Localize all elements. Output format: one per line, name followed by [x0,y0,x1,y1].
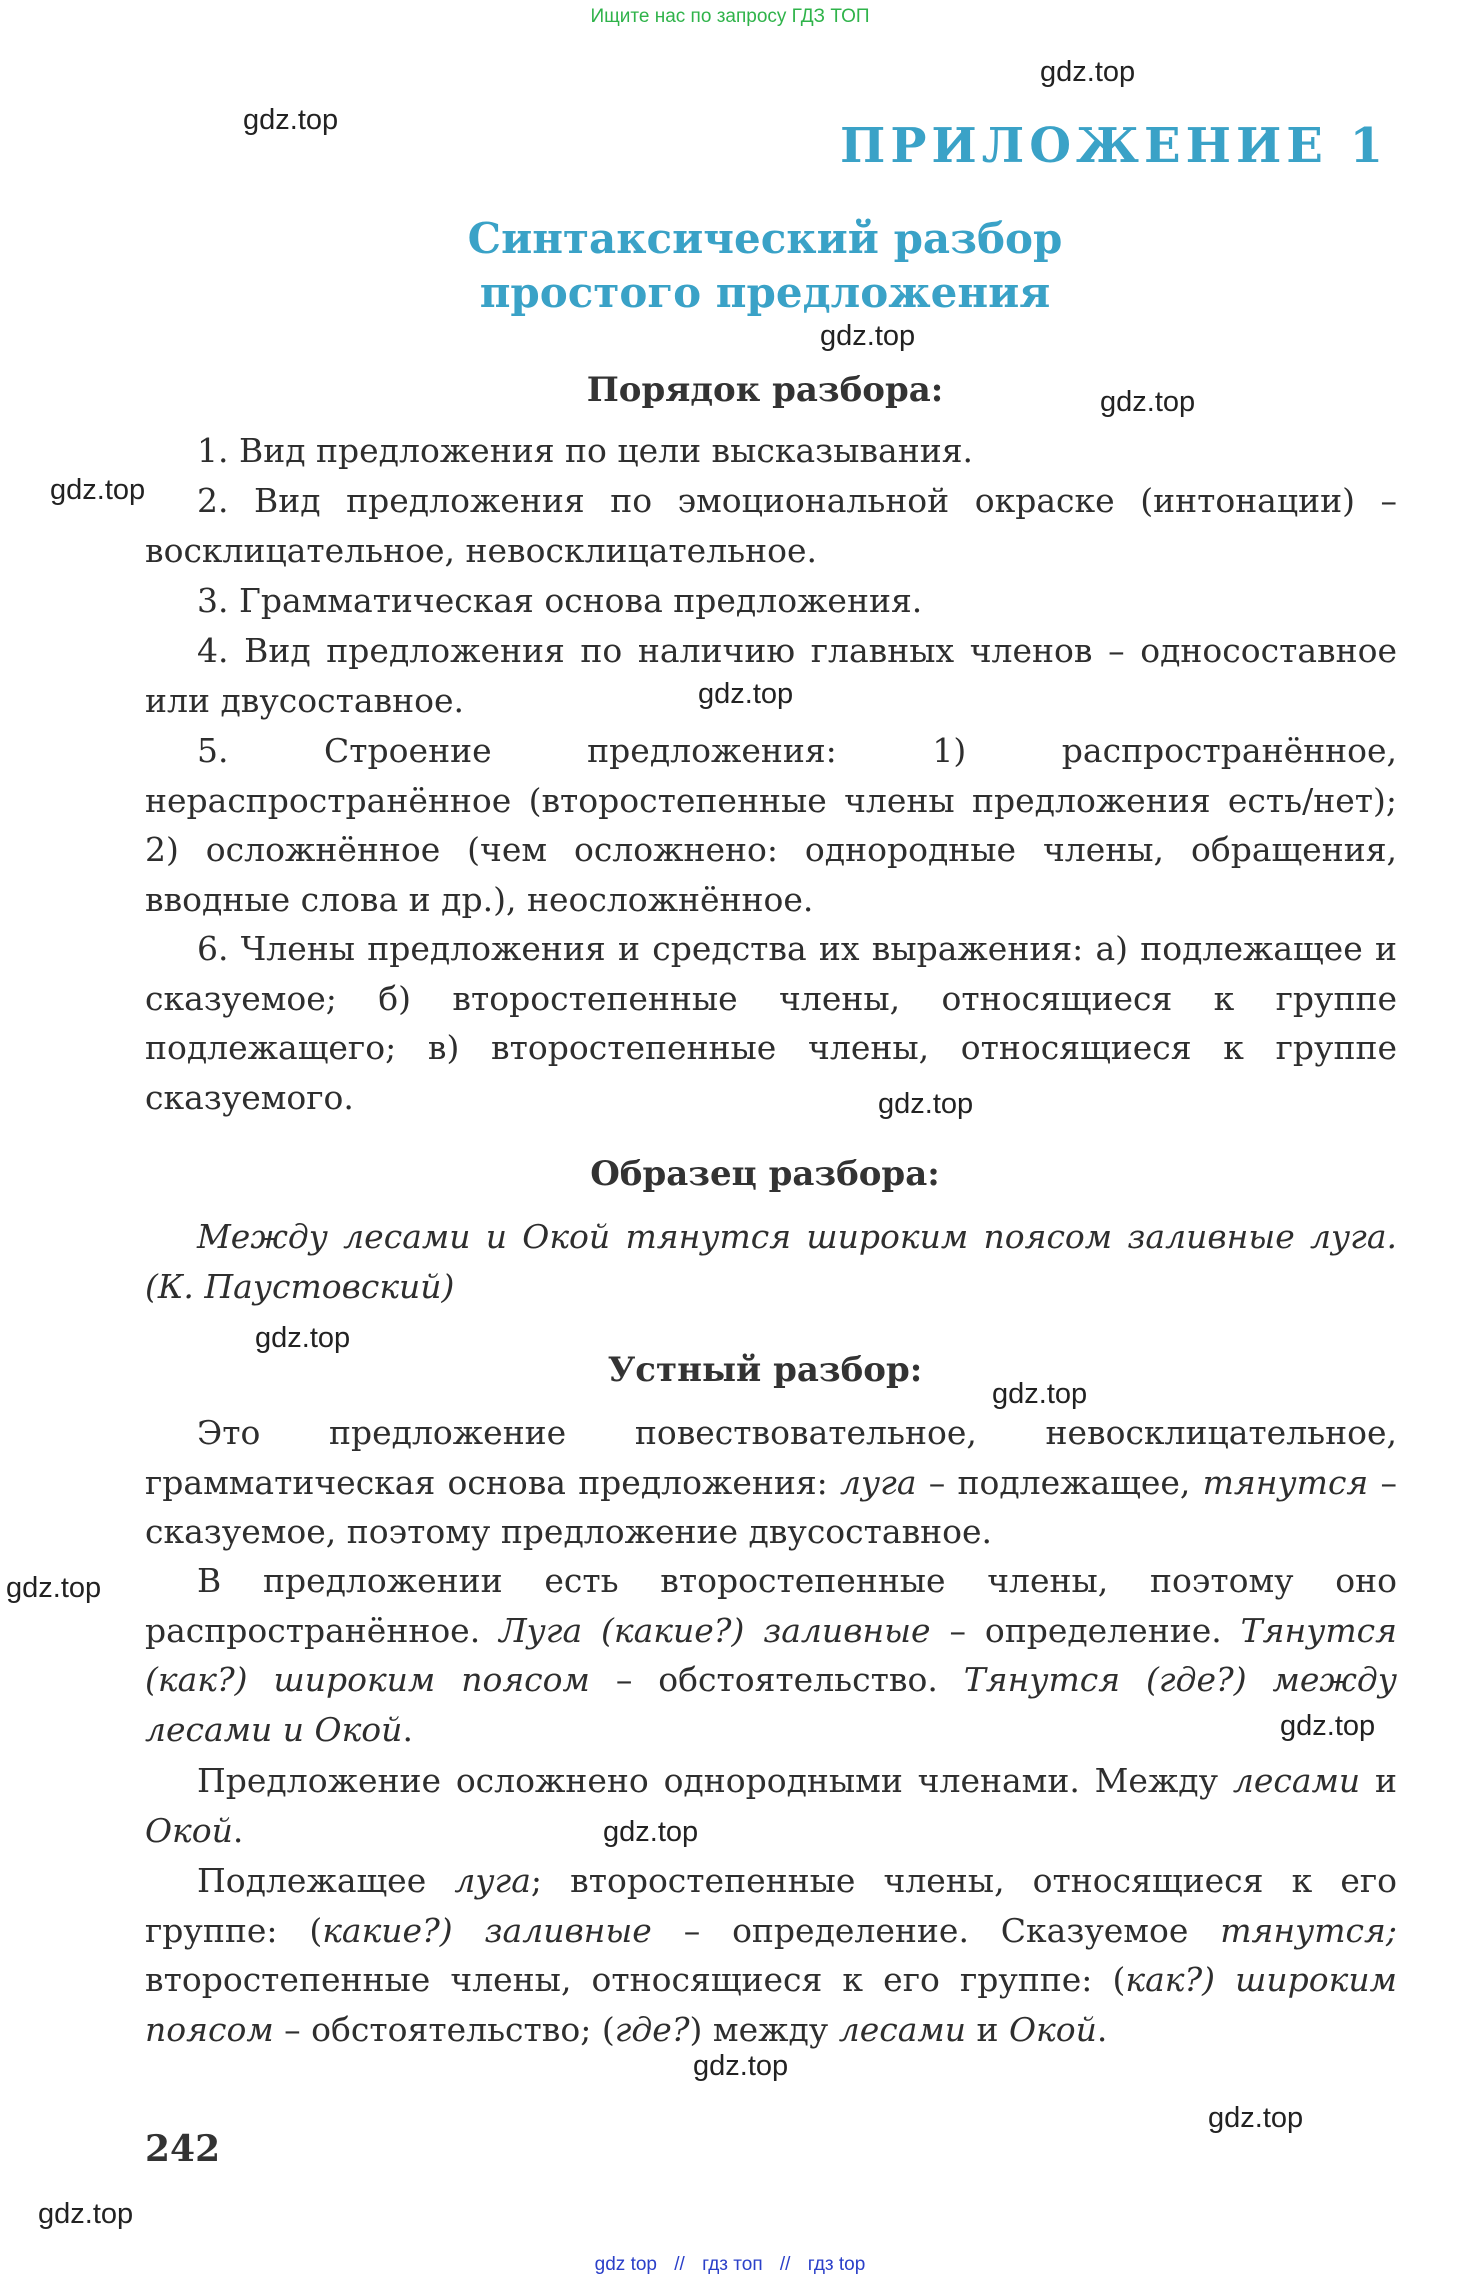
watermark: gdz.top [992,1378,1088,1410]
watermark: gdz.top [38,2198,134,2230]
watermark: gdz.top [820,320,916,352]
watermark: gdz.top [6,1572,102,1604]
order-heading: Порядок разбора: [586,370,944,410]
page-title [280,212,1250,320]
footer-links [0,2254,1460,2276]
footer-separator: // [674,2254,685,2275]
order-item-1: 1. Вид предложения по цели высказывания. [197,431,973,470]
top-banner-link[interactable]: Ищите нас по запросу ГДЗ ТОП [590,6,870,27]
oral-paragraph-1: Это предложение повествовательное, невосклицательное, грамматическая основа предложения: луга – подлежащее, тянутся – сказуемое, поэтому предложение двусоставное. [145,1413,1398,1551]
title-line-2: простого предложения [479,268,1051,317]
order-item-3: 3. Грамматическая основа предложения. [197,581,923,620]
oral-heading: Устный разбор: [607,1350,923,1390]
watermark: gdz.top [50,474,146,506]
footer-link-gdz-top-mixed[interactable]: гдз top [807,2254,866,2275]
watermark: gdz.top [1100,386,1196,418]
footer-separator: // [779,2254,791,2275]
watermark: gdz.top [1040,56,1136,88]
watermark: gdz.top [1280,1710,1376,1742]
order-item-6: 6. Члены предложения и средства их выражения: а) подлежащее и сказуемое; б) второстепенные члены, относящиеся к группе подлежащего; в) второстепенные члены, относящиеся к группе сказуемого. [145,929,1397,1117]
appendix-heading: ПРИЛОЖЕНИЕ 1 [840,118,1388,174]
watermark: gdz.top [255,1322,351,1354]
oral-paragraph-2: В предложении есть второстепенные члены, поэтому оно распространённое. Луга (какие?) заливные – определение. Тянутся (как?) широким поясом – обстоятельство. Тянутся (где?) между лесами и Окой. [145,1561,1397,1749]
sample-heading: Образец разбора: [590,1154,940,1194]
order-item-2: 2. Вид предложения по эмоциональной окраске (интонации) – восклицательное, невосклицательное. [145,481,1397,570]
footer-link-gdz-top[interactable]: gdz top [594,2254,657,2275]
watermark: gdz.top [878,1088,974,1120]
watermark: gdz.top [603,1816,699,1848]
page-number: 242 [145,2128,221,2170]
footer-link-gdz-top-ru[interactable]: гдз топ [702,2254,763,2275]
oral-paragraph-3: Предложение осложнено однородными членами. Между лесами и Окой. [145,1761,1398,1850]
oral-paragraph-4: Подлежащее луга; второстепенные члены, относящиеся к его группе: (какие?) заливные – определение. Сказуемое тянутся; второстепенные члены, относящиеся к его группе: (как?) широким поясом – обстоятельство; (где?) между лесами и Окой. [145,1861,1398,2049]
watermark: gdz.top [243,104,339,136]
watermark: gdz.top [693,2050,789,2082]
order-item-5: 5. Строение предложения: 1) распространённое, нераспространённое (второстепенные члены предложения есть/нет); 2) осложнённое (чем осложнено: однородные члены, обращения, вводные слова и др.), неосложнённое. [145,731,1397,919]
order-item-4: 4. Вид предложения по наличию главных членов – односоставное или двусоставное. [145,631,1397,720]
watermark: gdz.top [698,678,794,710]
watermark: gdz.top [1208,2102,1304,2134]
sample-sentence: Между лесами и Окой тянутся широким поясом заливные луга. (К. Паустовский) [145,1217,1397,1306]
title-line-1: Синтаксический разбор [467,214,1063,263]
